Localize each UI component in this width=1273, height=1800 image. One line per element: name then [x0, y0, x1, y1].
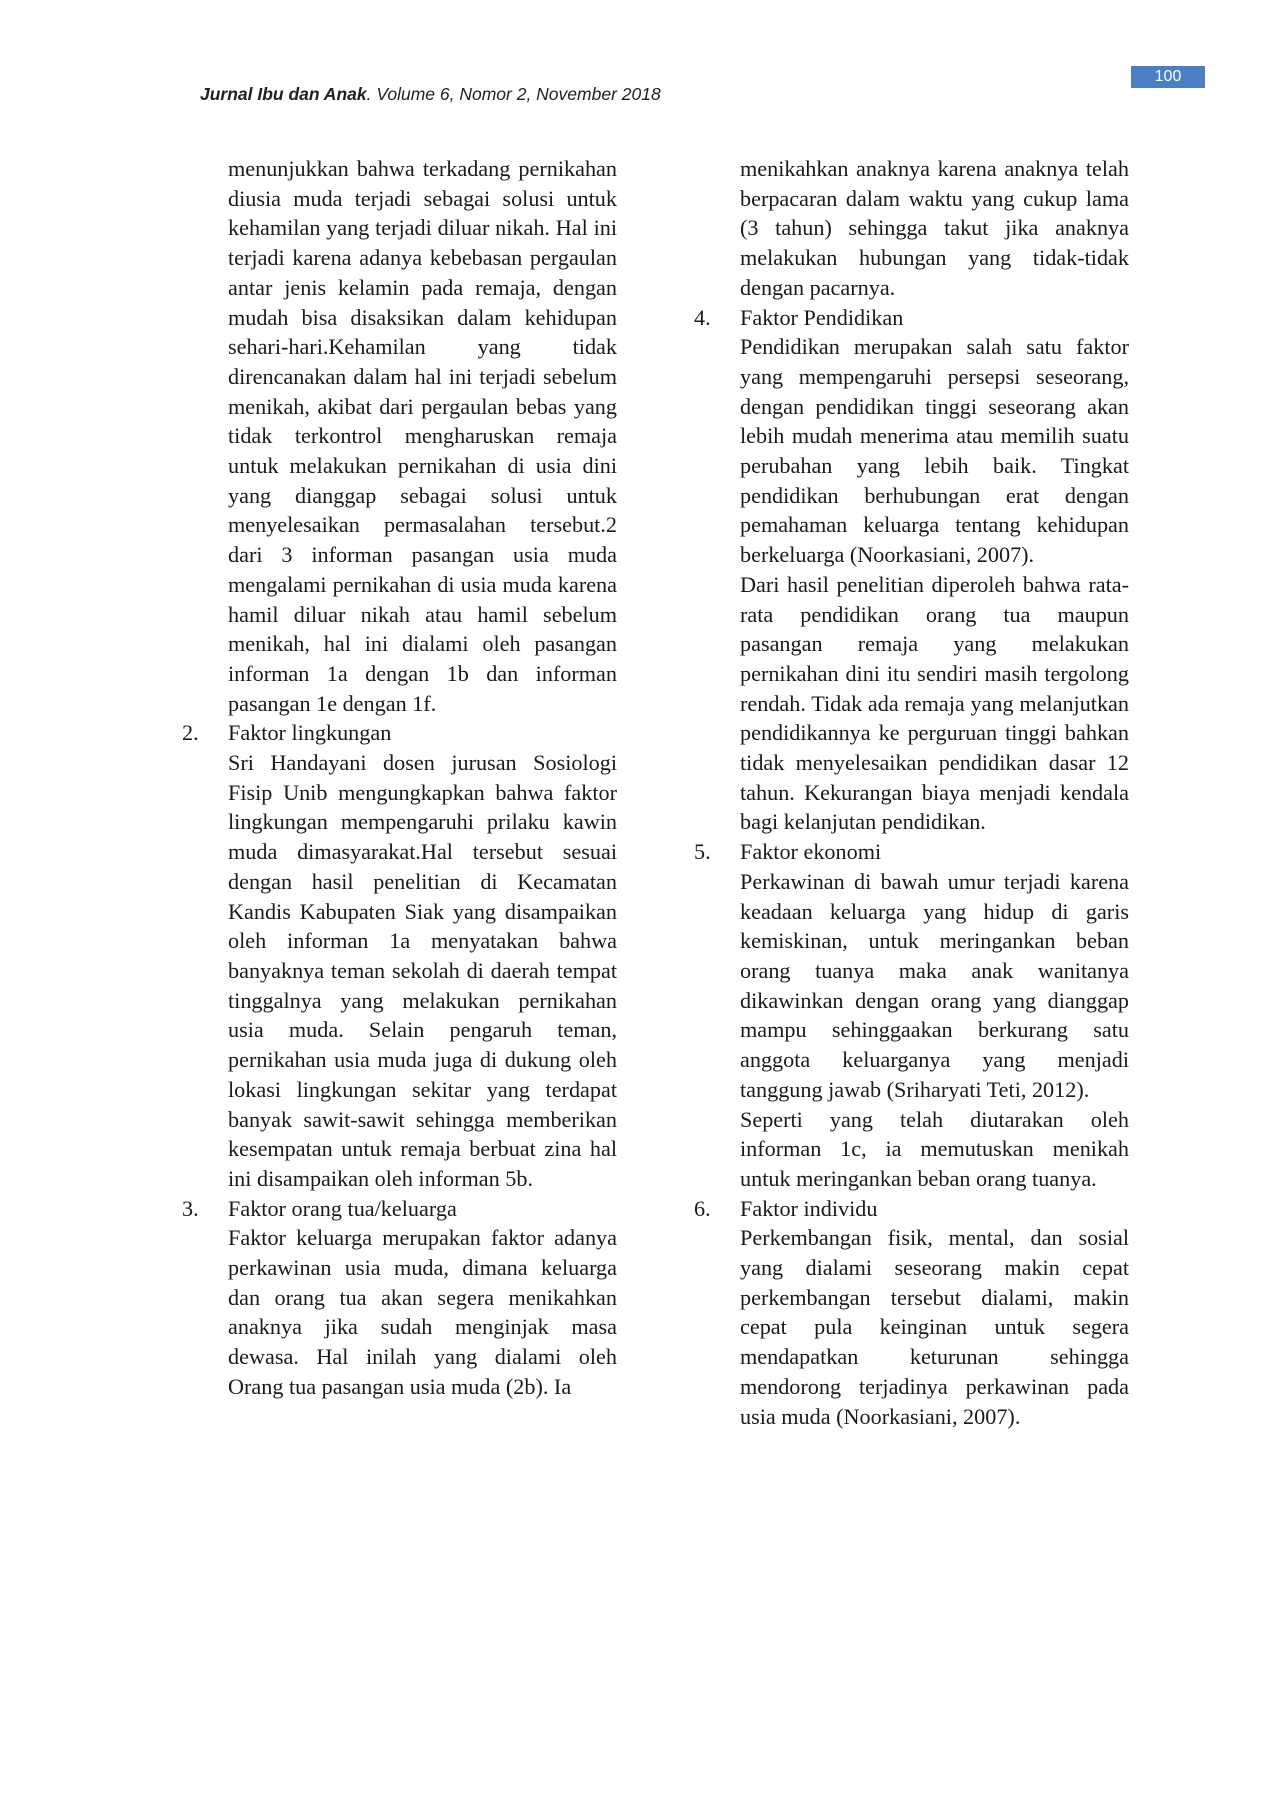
item-title: Faktor ekonomi — [740, 839, 882, 865]
continuation-paragraph: menikahkan anaknya karena anaknya telah berpacaran dalam waktu yang cukup lama (3 tahun) sehingga takut jika anaknya melakukan hubungan yang tidak-tidak dengan pacarnya. — [740, 156, 1129, 300]
item-number: 6. — [694, 1195, 711, 1221]
item-text: Seperti yang telah diutarakan oleh informan 1c, ia memutuskan menikah untuk meringankan beban orang tuanya. — [740, 1106, 1129, 1191]
left-column — [182, 154, 617, 1402]
list-item-5 — [694, 837, 1129, 1193]
item-text: Sri Handayani dosen jurusan Sosiologi Fisip Unib mengungkapkan bahwa faktor lingkungan mempengaruhi prilaku kawin muda dimasyarakat.Hal tersebut sesuai dengan hasil penelitian di Kecamatan Kandis Kabupaten Siak yang disampaikan oleh informan 1a menyatakan bahwa banyaknya teman sekolah di daerah tempat tinggalnya yang melakukan pernikahan usia muda. Selain pengaruh teman, pernikahan usia muda juga di dukung oleh lokasi lingkungan sekitar yang terdapat banyak sawit-sawit sehingga memberikan kesempatan untuk remaja berbuat zina hal ini disampaikan oleh informan 5b. — [228, 750, 617, 1191]
list-item-2 — [182, 718, 617, 1193]
journal-name: Jurnal Ibu dan Anak — [200, 84, 367, 104]
list-item-4 — [694, 303, 1129, 838]
list-item-3 — [182, 1194, 617, 1402]
right-column — [694, 154, 1129, 1431]
item-title: Faktor lingkungan — [228, 720, 392, 746]
item-number: 4. — [694, 304, 711, 330]
item-text: Pendidikan merupakan salah satu faktor yang mempengaruhi persepsi seseorang, dengan pendidikan tinggi seseorang akan lebih mudah menerima atau memilih suatu perubahan yang lebih baik. Tingkat pendidikan berhubungan erat dengan pemahaman keluarga tentang kehidupan berkeluarga (Noorkasiani, 2007). — [740, 334, 1129, 568]
item-title: Faktor orang tua/keluarga — [228, 1195, 457, 1221]
item-text: Perkembangan fisik, mental, dan sosial yang dialami seseorang makin cepat perkembangan tersebut dialami, makin cepat pula keinginan untuk segera mendapatkan keturunan sehingga mendorong terjadinya perkawinan pada usia muda (Noorkasiani, 2007). — [740, 1225, 1129, 1429]
running-header — [200, 84, 661, 105]
page-number: 100 — [1131, 66, 1205, 88]
item-text: Faktor keluarga merupakan faktor adanya perkawinan usia muda, dimana keluarga dan orang tua akan segera menikahkan anaknya jika sudah menginjak masa dewasa. Hal inilah yang dialami oleh Orang tua pasangan usia muda (2b). Ia — [228, 1225, 617, 1399]
item-text: Perkawinan di bawah umur terjadi karena keadaan keluarga yang hidup di garis kemiskinan, untuk meringankan beban orang tuanya maka anak wanitanya dikawinkan dengan orang yang dianggap mampu sehinggaakan berkurang satu anggota keluarganya yang menjadi tanggung jawab (Sriharyati Teti, 2012). — [740, 868, 1129, 1102]
item-text: Dari hasil penelitian diperoleh bahwa rata-rata pendidikan orang tua maupun pasangan remaja yang melakukan pernikahan dini itu sendiri masih tergolong rendah. Tidak ada remaja yang melanjutkan pendidikannya ke perguruan tinggi bahkan tidak menyelesaikan pendidikan dasar 12 tahun. Kekurangan biaya menjadi kendala bagi kelanjutan pendidikan. — [740, 571, 1129, 835]
item-title: Faktor Pendidikan — [740, 304, 904, 330]
journal-issue: . Volume 6, Nomor 2, November 2018 — [366, 84, 661, 104]
item-number: 2. — [182, 720, 199, 746]
list-item-6 — [694, 1194, 1129, 1432]
item-number: 5. — [694, 839, 711, 865]
item-title: Faktor individu — [740, 1195, 878, 1221]
item-number: 3. — [182, 1195, 199, 1221]
intro-paragraph: menunjukkan bahwa terkadang pernikahan diusia muda terjadi sebagai solusi untuk kehamilan yang terjadi diluar nikah. Hal ini terjadi karena adanya kebebasan pergaulan antar jenis kelamin pada remaja, dengan mudah bisa disaksikan dalam kehidupan sehari-hari.Kehamilan yang tidak direncanakan dalam hal ini terjadi sebelum menikah, akibat dari pergaulan bebas yang tidak terkontrol mengharuskan remaja untuk melakukan pernikahan di usia dini yang dianggap sebagai solusi untuk menyelesaikan permasalahan tersebut.2 dari 3 informan pasangan usia muda mengalami pernikahan di usia muda karena hamil diluar nikah atau hamil sebelum menikah, hal ini dialami oleh pasangan informan 1a dengan 1b dan informan pasangan 1e dengan 1f. — [228, 156, 617, 716]
